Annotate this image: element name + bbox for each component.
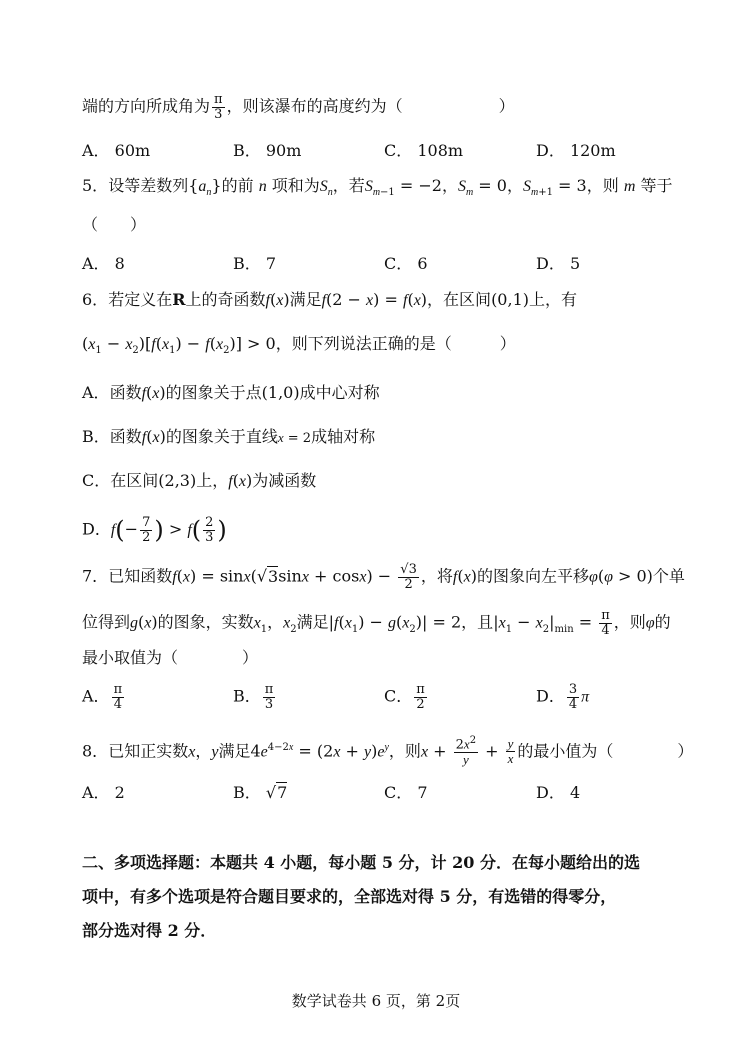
q4-fraction: $\frac{\pi}{3}$ [214, 92, 223, 122]
section2-line3: 部分选对得 2 分． [82, 921, 217, 940]
q7-option-c: C． $\frac{\pi}{2}$ [384, 682, 425, 712]
q6-option-d: D．f(− $\frac{7}{2}$ ) > f( $\frac{2}{3}$ ) [82, 515, 227, 545]
q5-paren: （ ） [82, 215, 147, 234]
q5-option-a: A． 8 [82, 254, 125, 273]
q7-stem-line3: 最小取值为（ ） [82, 648, 259, 667]
page-footer: 数学试卷共 6 页，第 2页 [291, 992, 461, 1010]
q4-option-a: A． 60m [82, 141, 151, 160]
q7-option-b: B． $\frac{\pi}{3}$ [233, 682, 274, 712]
q6-stem-line1: 6．若定义在R上的奇函数f(x)满足f(2 − x) = f(x)，在区间(0,1)上，有 [82, 290, 578, 309]
q8-option-c: C． 7 [384, 783, 428, 802]
q4-text: 端的方向所成角为 [82, 96, 211, 116]
q8-option-d: D． 4 [536, 783, 581, 802]
q5-option-c: C． 6 [384, 254, 428, 273]
q4-text-2: ，则该瀑布的高度约为（ ） [226, 96, 515, 116]
q6-option-b: B．函数f(x)的图象关于直线x = 2成轴对称 [82, 427, 376, 446]
q5-option-b: B． 7 [233, 254, 277, 273]
section2-line1: 二、多项选择题：本题共 4 小题，每小题 5 分，计 20 分．在每小题给出的选 [82, 853, 640, 872]
q6-option-a: A．函数f(x)的图象关于点(1,0)成中心对称 [82, 383, 380, 402]
q8-option-a: A． 2 [82, 783, 125, 802]
q7-stem-line2: 位得到g(x)的图象，实数$x_1$，$x_2$满足$|f(x_1) - g(x_2)| = 2$，且$|x_1 - x_2|_{min}$ = $\frac{\pi}{4}$ ，则φ的 [82, 608, 671, 638]
q5-stem: 5．设等差数列$\{a_n\}$的前 n 项和为$S_n$，若$S_{m-1} = -2$，$S_m = 0$，$S_{m+1} = 3$，则 m 等于 [82, 176, 673, 199]
q4-option-c: C． 108m [384, 141, 464, 160]
q4-option-d: D． 120m [536, 141, 616, 160]
q4-option-b: B． 90m [233, 141, 302, 160]
q8-option-b: B． √7 [233, 783, 288, 802]
q8-stem: 8．已知正实数x，y满足$4e^{4-2x} = (2x + y)e^y$，则x + $\frac{2x^2}{y}$ + $\frac{y}{x}$ 的最小值为（ ） [82, 735, 694, 767]
section2-line2: 项中，有多个选项是符合题目要求的，全部选对得 5 分，有选错的得零分， [82, 887, 617, 906]
q7-option-a: A． $\frac{\pi}{4}$ [82, 682, 123, 712]
q5-option-d: D． 5 [536, 254, 581, 273]
q7-stem-line1: 7．已知函数f(x) = sinx(√3sinx + cosx) − $\frac{√3}{2}$ ，将f(x)的图象向左平移φ(φ > 0)个单 [82, 562, 685, 592]
q4-stem-line [82, 93, 515, 121]
q6-stem-line2: $(x_1 - x_2)[f(x_1) - f(x_2)] > 0$，则下列说法正确的是（ ） [82, 334, 516, 357]
q6-option-c: C．在区间(2,3)上，f(x)为减函数 [82, 471, 317, 490]
q7-option-d: D． $\frac{3}{4}$ π [536, 682, 590, 712]
